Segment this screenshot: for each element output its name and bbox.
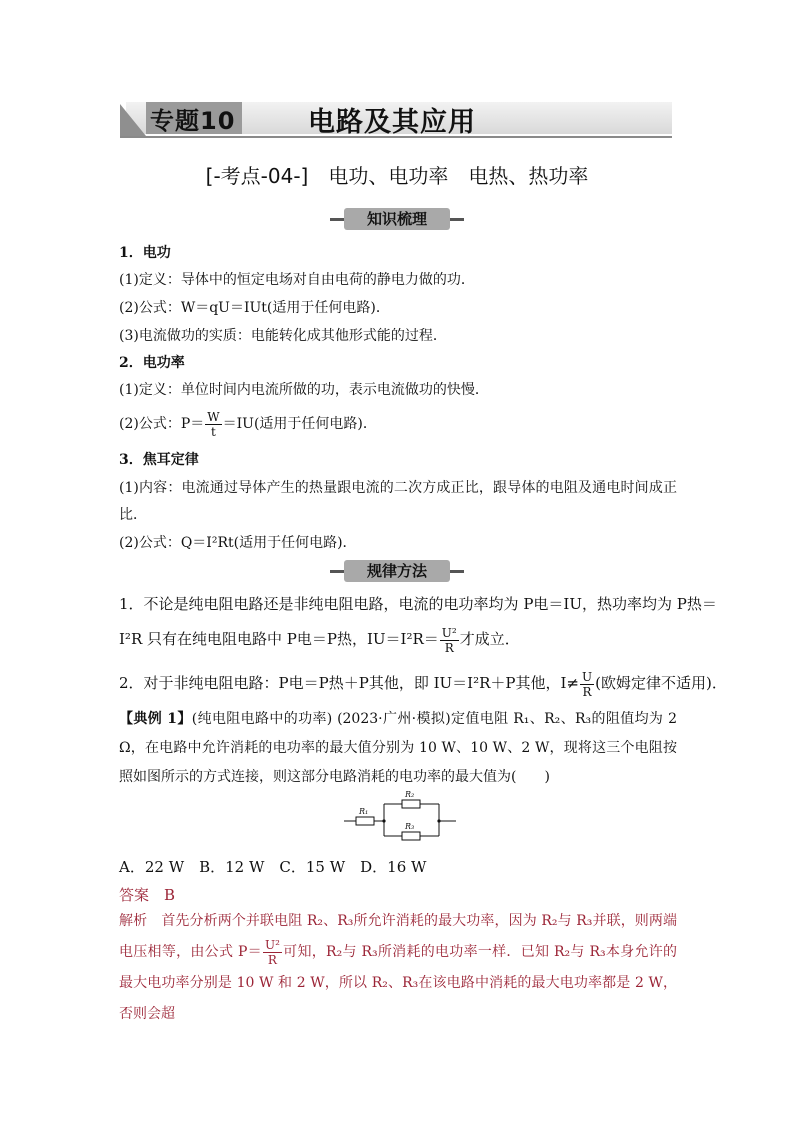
method-1-line-2 (119, 622, 679, 656)
power-formula-suffix: ＝IU(适用于任何电路)． (222, 416, 377, 432)
analysis-fraction (263, 938, 282, 967)
method-2-fraction-denominator: R (582, 684, 592, 699)
circuit-diagram (344, 786, 456, 846)
method-2-prefix: 2．对于非纯电阻电路：P电＝P热＋P其他，即 IU＝I²R＋P其他，I≠ (119, 674, 579, 692)
power-fraction-numerator: W (207, 409, 220, 424)
analysis-label: 解析 (119, 913, 148, 929)
resistor-r3 (402, 832, 420, 840)
analysis-part-2: 可知，R₂与 R₃所消耗的电功率一样．已知 R₂与 R₃本身允许的最大电功率分别是 10 W 和 2 W，所以 R₂、R₃在该电路中消耗的最大电功率都是 2 W，否则会超 (119, 944, 678, 1022)
section-knowledge-label: 知识梳理 (366, 210, 427, 228)
power-formula (119, 408, 679, 440)
example-tag: 【典例 1】 (119, 711, 192, 727)
resistor-r2 (402, 800, 420, 808)
heading-joule-law: 3．焦耳定律 (119, 452, 199, 468)
heading-electric-power: 2．电功率 (119, 355, 185, 371)
example-text: (纯电阻电路中的功率) (2023·广州·模拟)定值电阻 R₁、R₂、R₃的阻值均为 2 Ω，在电路中允许消耗的电功率的最大值分别为 10 W、10 W、2 W，现将这三个电阻按照如图所示的方式连接，则这部分电路消耗的电功率的最大值为( ) (119, 711, 677, 785)
method-1-line-1: 1．不论是纯电阻电路还是非纯电阻电路，电流的电功率均为 P电＝IU，热功率均为 P热＝ (119, 595, 717, 613)
analysis-fraction-numerator: U² (264, 937, 280, 952)
example-options: A．22 W B．12 W C．15 W D．16 W (119, 858, 427, 876)
banner-notch (120, 104, 146, 136)
label-r3: R₃ (405, 822, 415, 831)
topic-number: 专题10 (150, 107, 236, 135)
method-1-fraction (440, 626, 459, 655)
work-essence: (3)电流做功的实质：电能转化成其他形式能的过程． (119, 328, 447, 344)
answer-line (119, 886, 679, 904)
topic-title: 电路及其应用 (308, 107, 476, 138)
power-definition: (1)定义：单位时间内电流所做的功，表示电流做功的快慢． (119, 382, 489, 398)
joule-law-content: (1)内容：电流通过导体产生的热量跟电流的二次方成正比，跟导体的电阻及通电时间成正比． (119, 480, 677, 523)
label-r1: R₁ (359, 807, 369, 816)
analysis-part-1: 首先分析两个并联电阻 R₂、R₃所允许消耗的最大功率，因为 R₂与 R₃并联，则两端电压相等，由公式 P＝ (119, 913, 678, 960)
joule-law-formula: (2)公式：Q＝I²Rt(适用于任何电路)． (119, 535, 357, 551)
analysis-fraction-denominator: R (267, 952, 277, 967)
topic-banner (120, 100, 672, 140)
method-2 (119, 666, 727, 700)
method-1-prefix: I²R 只有在纯电阻电路中 P电＝P热，IU＝I²R＝ (119, 630, 439, 648)
power-fraction (205, 410, 221, 439)
example-1 (119, 705, 677, 792)
work-definition: (1)定义：导体中的恒定电场对自由电荷的静电力做的功． (119, 272, 475, 288)
method-1-fraction-numerator: U² (441, 625, 457, 640)
section-methods-label: 规律方法 (366, 562, 427, 580)
method-2-suffix: (欧姆定律不适用)． (595, 674, 727, 692)
power-fraction-denominator: t (211, 424, 216, 439)
section-subtitle: [-考点-04-] 电功、电功率 电热、热功率 (205, 164, 589, 188)
method-1-fraction-denominator: R (444, 640, 454, 655)
heading-electric-work: 1．电功 (119, 245, 171, 261)
method-1-suffix: 才成立． (459, 630, 520, 648)
analysis (119, 906, 677, 1030)
method-2-fraction (580, 670, 594, 699)
method-2-fraction-numerator: U (581, 669, 593, 684)
label-r2: R₂ (405, 790, 415, 799)
work-formula: (2)公式：W＝qU＝IUt(适用于任何电路)． (119, 300, 390, 316)
answer-value: B (164, 886, 176, 904)
power-formula-prefix: (2)公式：P＝ (119, 416, 205, 432)
section-methods-heading (330, 560, 464, 582)
section-knowledge-heading (330, 208, 464, 230)
answer-label: 答案 (119, 886, 150, 904)
resistor-r1 (356, 817, 374, 825)
